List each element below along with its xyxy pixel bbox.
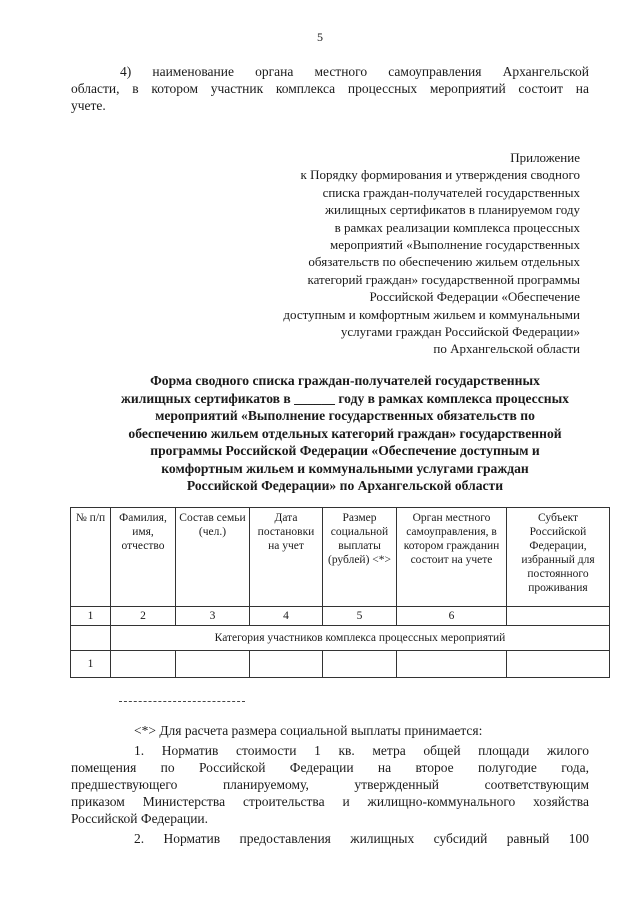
number-cell: 4	[250, 607, 323, 626]
table-cell	[507, 651, 610, 678]
footnote-separator	[119, 701, 245, 702]
footnote-title: <*> Для расчета размера социальной выплаты принимается:	[134, 723, 483, 738]
form-table	[70, 507, 610, 678]
header-cell: Размер социальной выплаты (рублей) <*>	[323, 508, 397, 607]
header-cell: № п/п	[71, 508, 111, 607]
table-cell	[111, 651, 176, 678]
footnote-p1-line: помещения по Российской Федерации на второе полугодие года,	[71, 760, 589, 775]
appendix-line: к Порядку формирования и утверждения сводного	[300, 167, 580, 183]
footnote-p1-line: предшествующего планируемому, утвержденный соответствующим	[71, 777, 589, 792]
item4-line1: 4) наименование органа местного самоуправления Архангельской	[120, 64, 589, 79]
form-title-line: обеспечению жильем отдельных категорий граждан» государственной	[128, 425, 562, 441]
header-cell: Орган местного самоуправления, в котором гражданин состоит на учете	[397, 508, 507, 607]
form-title	[70, 372, 620, 495]
number-cell: 2	[111, 607, 176, 626]
table-category-row	[71, 626, 610, 651]
header-cell: Дата постановки на учет	[250, 508, 323, 607]
header-cell: Состав семьи (чел.)	[176, 508, 250, 607]
appendix-line: услугами граждан Российской Федерации»	[340, 324, 580, 340]
empty-cell	[71, 626, 111, 651]
appendix-block	[200, 149, 580, 358]
table-cell	[397, 651, 507, 678]
item4-line2: области, в котором участник комплекса процессных мероприятий состоит на	[71, 81, 589, 96]
table-cell	[176, 651, 250, 678]
appendix-line: Приложение	[510, 150, 580, 165]
header-cell: Субъект Российской Федерации, избранный для постоянного проживания	[507, 508, 610, 607]
number-cell: 5	[323, 607, 397, 626]
category-cell: Категория участников комплекса процессных мероприятий	[111, 626, 610, 651]
form-title-line: Форма сводного списка граждан-получателей государственных	[150, 373, 540, 388]
appendix-line: категорий граждан» государственной программы	[307, 271, 580, 287]
form-title-line: Российской Федерации» по Архангельской области	[186, 478, 504, 493]
item4-line3: учете.	[71, 98, 106, 113]
form-title-line: программы Российской Федерации «Обеспечение доступным и	[150, 443, 540, 458]
number-cell: 3	[176, 607, 250, 626]
appendix-line: в рамках реализации комплекса процессных	[334, 219, 580, 235]
appendix-line: обязательств по обеспечению жильем отдельных	[308, 254, 580, 270]
table-row	[71, 651, 610, 678]
footnote-p1-last: Российской Федерации.	[71, 811, 209, 826]
appendix-line: по Архангельской области	[433, 341, 580, 357]
table-header-row	[71, 508, 610, 607]
appendix-line: Российской Федерации «Обеспечение	[369, 289, 580, 305]
appendix-line: доступным и комфортным жильем и коммунальными	[283, 306, 580, 322]
footnote-p1-line: приказом Министерства строительства и жилищно-коммунального хозяйства	[71, 794, 589, 809]
appendix-line: мероприятий «Выполнение государственных	[329, 237, 580, 253]
table-cell	[250, 651, 323, 678]
row-number-cell: 1	[71, 651, 111, 678]
header-cell: Фамилия, имя, отчество	[111, 508, 176, 607]
form-title-line: комфортным жильем и коммунальными услугами граждан	[161, 460, 529, 476]
number-cell: 1	[71, 607, 111, 626]
footnote-p2: 2. Норматив предоставления жилищных субсидий равный 100	[134, 831, 589, 846]
page-number: 5	[317, 30, 323, 44]
form-title-line: мероприятий «Выполнение государственных обязательств по	[155, 408, 535, 423]
appendix-line: жилищных сертификатов в планируемом году	[325, 202, 580, 218]
table-number-row	[71, 607, 610, 626]
footnote-p1-line: 1. Норматив стоимости 1 кв. метра общей площади жилого	[134, 743, 589, 758]
number-cell: 6	[397, 607, 507, 626]
number-cell	[507, 607, 610, 626]
form-title-line: жилищных сертификатов в ______ году в рамках комплекса процессных	[121, 390, 569, 406]
appendix-line: списка граждан-получателей государственных	[322, 184, 580, 200]
table-cell	[323, 651, 397, 678]
